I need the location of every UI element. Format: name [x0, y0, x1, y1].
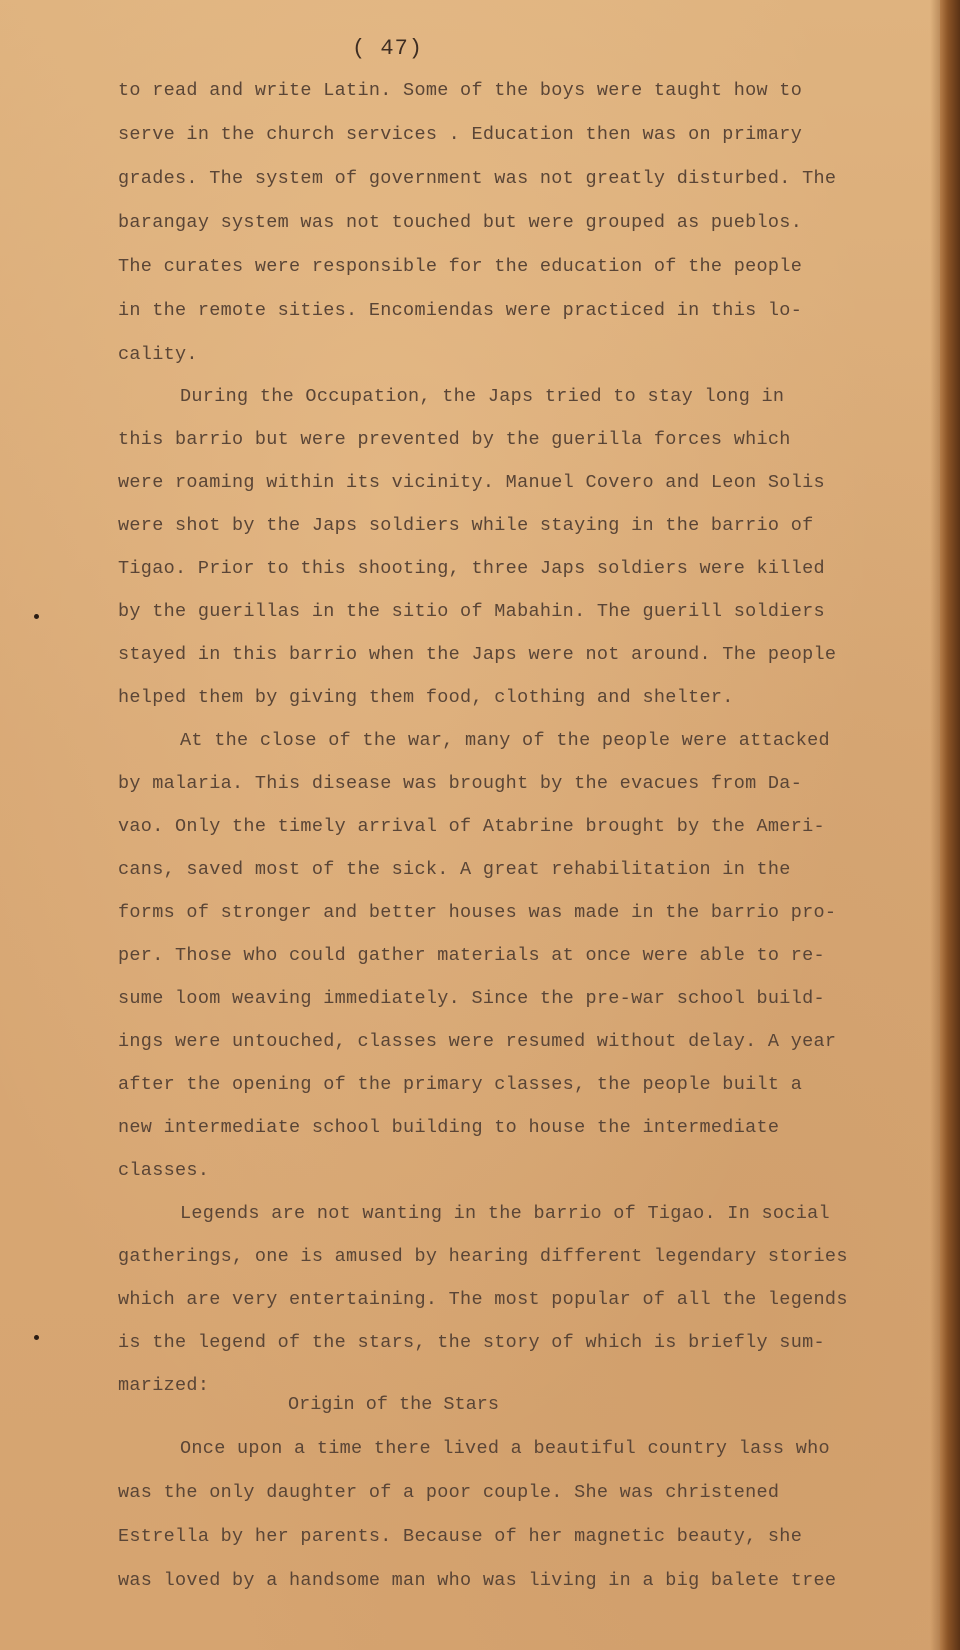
text-line: per. Those who could gather materials at once were able to re- [118, 945, 825, 966]
page-number: ( 47) [352, 36, 424, 61]
page-edge-shadow [930, 0, 940, 1650]
text-line: serve in the church services . Education then was on primary [118, 124, 803, 145]
text-line: helped them by giving them food, clothing and shelter. [118, 687, 734, 708]
text-line: by malaria. This disease was brought by the evacues from Da- [118, 773, 803, 794]
text-line: forms of stronger and better houses was made in the barrio pro- [118, 902, 837, 923]
margin-mark [34, 614, 39, 619]
text-line: sume loom weaving immediately. Since the pre-war school build- [118, 988, 825, 1009]
text-line: gatherings, one is amused by hearing different legendary stories [118, 1246, 848, 1267]
text-line: was the only daughter of a poor couple. She was christened [118, 1482, 780, 1503]
text-line: which are very entertaining. The most popular of all the legends [118, 1289, 848, 1310]
text-line: this barrio but were prevented by the guerilla forces which [118, 429, 791, 450]
text-line: was loved by a handsome man who was living in a big balete tree [118, 1570, 837, 1591]
text-line: cans, saved most of the sick. A great rehabilitation in the [118, 859, 791, 880]
section-heading: Origin of the Stars [288, 1394, 499, 1415]
text-line: stayed in this barrio when the Japs were not around. The people [118, 644, 837, 665]
text-line: Legends are not wanting in the barrio of Tigao. In social [180, 1203, 830, 1224]
text-line: cality. [118, 344, 198, 365]
text-line: vao. Only the timely arrival of Atabrine brought by the Ameri- [118, 816, 825, 837]
page-edge [940, 0, 960, 1650]
text-line: During the Occupation, the Japs tried to stay long in [180, 386, 785, 407]
text-line: ings were untouched, classes were resumed without delay. A year [118, 1031, 837, 1052]
text-line: were shot by the Japs soldiers while staying in the barrio of [118, 515, 814, 536]
margin-mark [34, 1335, 39, 1340]
text-line: were roaming within its vicinity. Manuel Covero and Leon Solis [118, 472, 825, 493]
text-line: after the opening of the primary classes, the people built a [118, 1074, 803, 1095]
text-line: marized: [118, 1375, 210, 1396]
text-line: new intermediate school building to house the intermediate [118, 1117, 780, 1138]
text-line: Once upon a time there lived a beautiful country lass who [180, 1438, 830, 1459]
text-line: classes. [118, 1160, 210, 1181]
text-line: Tigao. Prior to this shooting, three Japs soldiers were killed [118, 558, 825, 579]
text-line: is the legend of the stars, the story of which is briefly sum- [118, 1332, 825, 1353]
text-line: in the remote sities. Encomiendas were practiced in this lo- [118, 300, 803, 321]
text-line: Estrella by her parents. Because of her magnetic beauty, she [118, 1526, 803, 1547]
text-line: barangay system was not touched but were grouped as pueblos. [118, 212, 803, 233]
text-line: The curates were responsible for the education of the people [118, 256, 803, 277]
text-line: At the close of the war, many of the people were attacked [180, 730, 830, 751]
text-line: to read and write Latin. Some of the boys were taught how to [118, 80, 803, 101]
text-line: grades. The system of government was not greatly disturbed. The [118, 168, 837, 189]
text-line: by the guerillas in the sitio of Mabahin. The guerill soldiers [118, 601, 825, 622]
